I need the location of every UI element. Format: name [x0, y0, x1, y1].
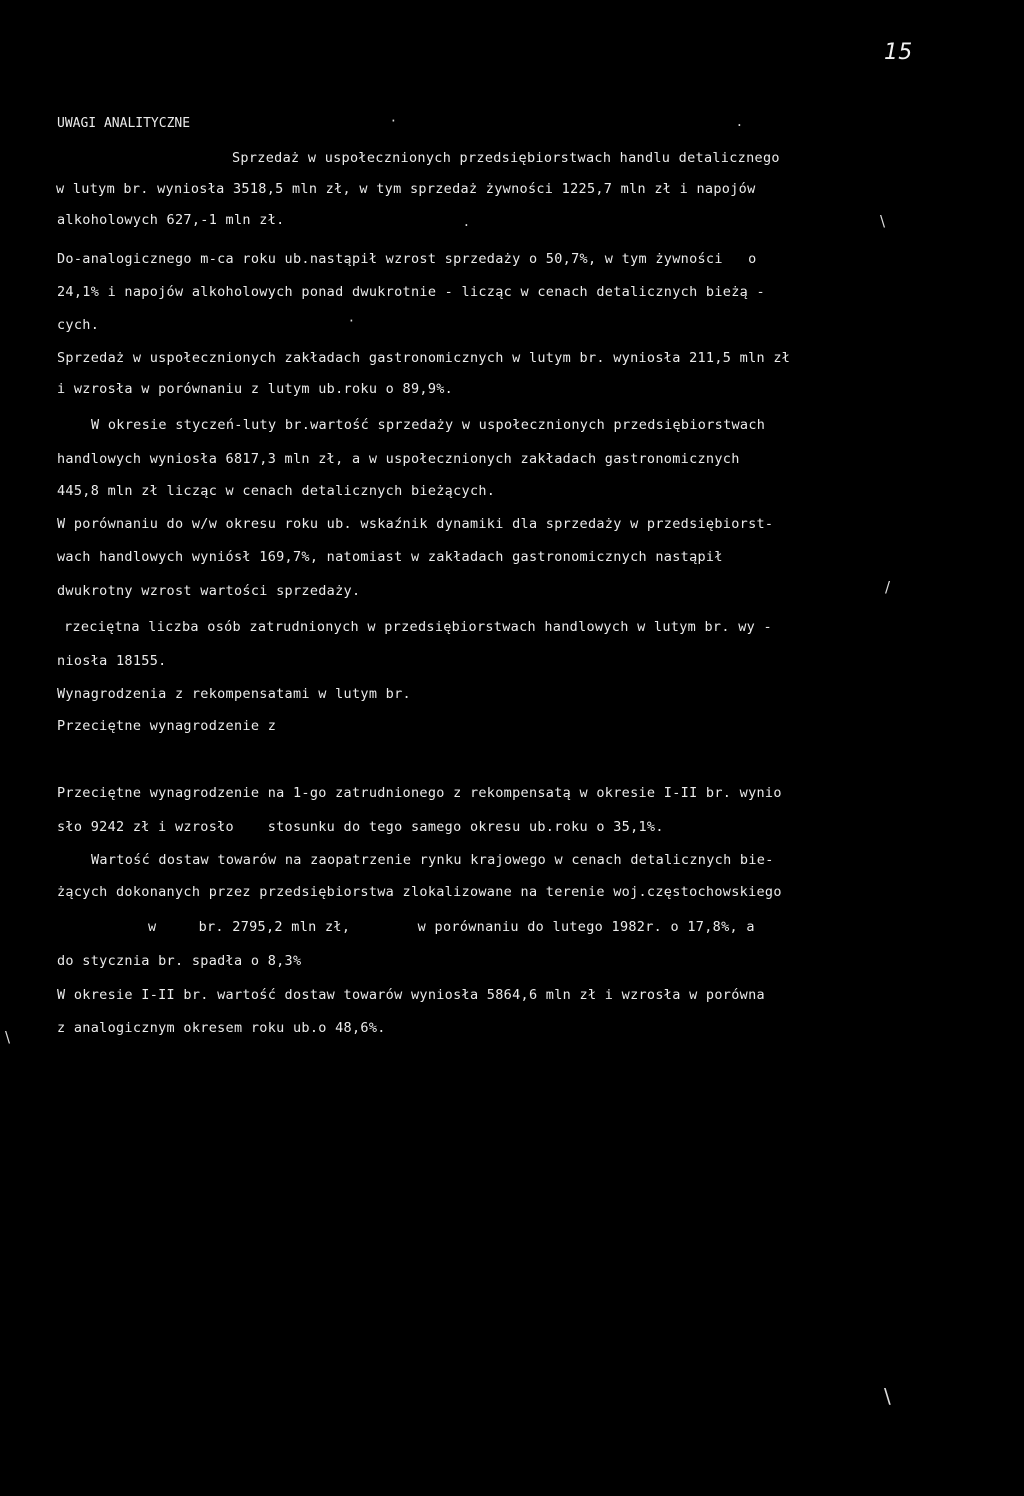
scan-artifact-mark: \	[884, 1384, 892, 1408]
text-line: 445,8 mln zł licząc w cenach detalicznych bieżących.	[57, 483, 496, 499]
scan-artifact-mark: .	[464, 212, 470, 230]
text-line: do stycznia br. spadła o 8,3%	[57, 953, 302, 969]
page-number: 15	[884, 40, 913, 65]
text-line: Wartość dostaw towarów na zaopatrzenie rynku krajowego w cenach detalicznych bie-	[91, 852, 774, 868]
text-line: Przeciętne wynagrodzenie z	[57, 718, 277, 734]
scan-artifact-mark: ·	[391, 112, 397, 130]
scan-artifact-mark: \	[880, 212, 886, 230]
text-line: z analogicznym okresem roku ub.o 48,6%.	[57, 1020, 386, 1036]
text-line: wach handlowych wyniósł 169,7%, natomiast w zakładach gastronomicznych nastąpił	[57, 549, 723, 565]
scan-artifact-mark: ·	[349, 312, 355, 330]
text-line: w br. 2795,2 mln zł, w porównaniu do lutego 1982r. o 17,8%, a	[148, 919, 755, 935]
text-line: w lutym br. wyniosła 3518,5 mln zł, w tym sprzedaż żywności 1225,7 mln zł i napojów	[56, 181, 756, 197]
text-line: dwukrotny wzrost wartości sprzedaży.	[57, 583, 361, 599]
text-line: żących dokonanych przez przedsiębiorstwa zlokalizowane na terenie woj.częstochowskiego	[57, 884, 782, 900]
text-line: Sprzedaż w uspołecznionych przedsiębiorstwach handlu detalicznego	[232, 150, 780, 166]
section-heading: UWAGI ANALITYCZNE	[57, 116, 191, 131]
scan-artifact-mark: .	[737, 112, 743, 130]
text-line: Wynagrodzenia z rekompensatami w lutym br.	[57, 686, 411, 702]
text-line: Przeciętne wynagrodzenie na 1-go zatrudnionego z rekompensatą w okresie I-II br. wynio	[57, 785, 782, 801]
text-line: Do-analogicznego m-ca roku ub.nastąpił wzrost sprzedaży o 50,7%, w tym żywności o	[57, 251, 757, 267]
scan-artifact-mark: \	[5, 1028, 11, 1046]
text-line: W okresie styczeń-luty br.wartość sprzedaży w uspołecznionych przedsiębiorstwach	[91, 417, 766, 433]
text-line: Sprzedaż w uspołecznionych zakładach gastronomicznych w lutym br. wyniosła 211,5 mln zł	[57, 350, 791, 366]
text-line: sło 9242 zł i wzrosło stosunku do tego samego okresu ub.roku o 35,1%.	[57, 819, 664, 835]
text-line: handlowych wyniosła 6817,3 mln zł, a w uspołecznionych zakładach gastronomicznych	[57, 451, 740, 467]
text-line: W okresie I-II br. wartość dostaw towarów wyniosła 5864,6 mln zł i wzrosła w porówna	[57, 987, 765, 1003]
text-line: niosła 18155.	[57, 653, 167, 669]
text-line: rzeciętna liczba osób zatrudnionych w przedsiębiorstwach handlowych w lutym br. wy -	[64, 619, 772, 635]
scan-artifact-mark: /	[885, 578, 891, 596]
text-line: W porównaniu do w/w okresu roku ub. wskaźnik dynamiki dla sprzedaży w przedsiębiorst-	[57, 516, 774, 532]
text-line: cych.	[57, 317, 100, 333]
text-line: alkoholowych 627,-1 mln zł.	[57, 212, 285, 228]
text-line: 24,1% i napojów alkoholowych ponad dwukrotnie - licząc w cenach detalicznych bieżą -	[57, 284, 765, 300]
text-line: i wzrosła w porównaniu z lutym ub.roku o 89,9%.	[57, 381, 454, 397]
